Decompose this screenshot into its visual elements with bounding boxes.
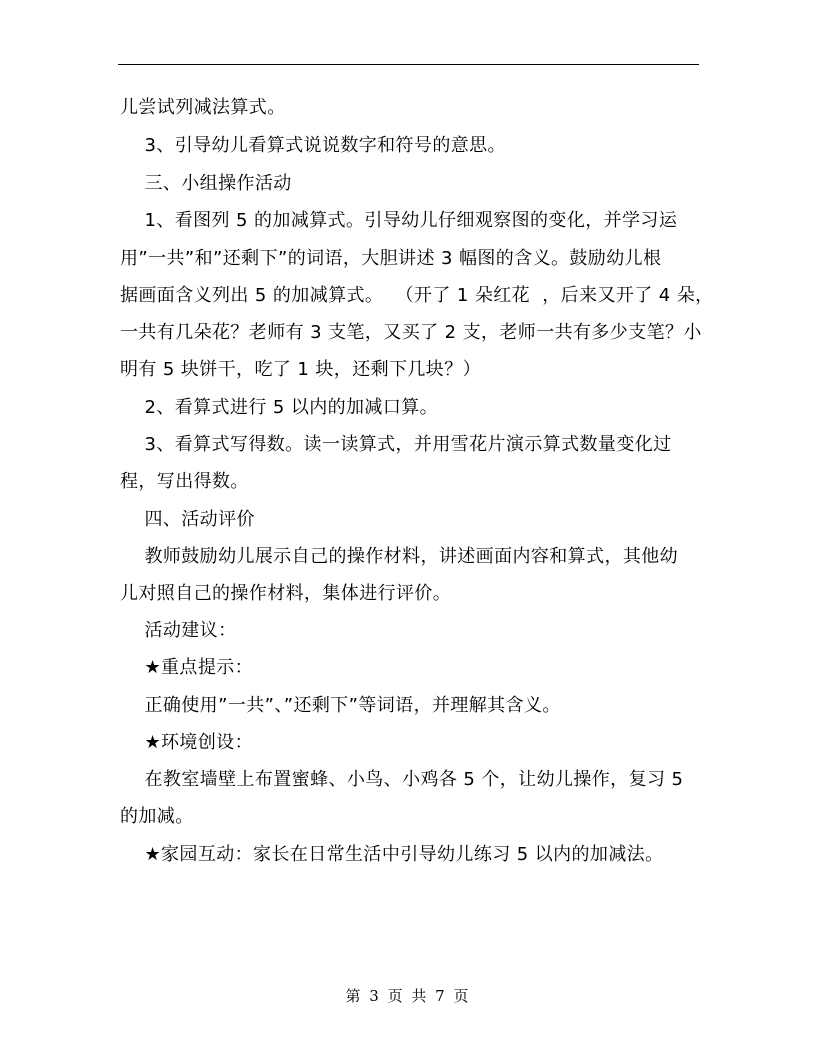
text-line: 儿尝试列减法算式。 bbox=[120, 97, 286, 118]
header-rule bbox=[118, 64, 699, 65]
section-heading: 三、小组操作活动 bbox=[120, 173, 292, 194]
text-line: 明有 5 块饼干，吃了 1 块，还剩下几块？） bbox=[120, 359, 481, 380]
section-heading: 四、活动评价 bbox=[120, 509, 255, 530]
subheading: ★环境创设： bbox=[120, 732, 254, 753]
text-line: 儿对照自己的操作材料，集体进行评价。 bbox=[120, 583, 452, 604]
text-line: 据画面含义列出 5 的加减算式。 （开了 1 朵红花 ，后来又开了 4 朵， bbox=[120, 285, 714, 306]
text-line: 一共有几朵花？老师有 3 支笔，又买了 2 支，老师一共有多少支笔？小 bbox=[120, 322, 702, 343]
text-line: 在教室墙壁上布置蜜蜂、小鸟、小鸡各 5 个，让幼儿操作，复习 5 bbox=[120, 769, 684, 790]
text-line: 程，写出得数。 bbox=[120, 471, 249, 492]
text-line: ★家园互动：家长在日常生活中引导幼儿练习 5 以内的加减法。 bbox=[120, 844, 664, 865]
subheading: ★重点提示： bbox=[120, 657, 254, 678]
text-line: 用”一共”和”还剩下”的词语，大胆讲述 3 幅图的含义。鼓励幼儿根 bbox=[120, 248, 662, 269]
text-line: 的加减。 bbox=[120, 806, 194, 827]
text-line: 正确使用”一共”、”还剩下”等词语，并理解其含义。 bbox=[120, 695, 561, 716]
text-line: 活动建议： bbox=[120, 620, 237, 641]
text-line: 3、引导幼儿看算式说说数字和符号的意思。 bbox=[120, 135, 506, 156]
text-line: 2、看算式进行 5 以内的加减口算。 bbox=[120, 397, 439, 418]
text-line: 教师鼓励幼儿展示自己的操作材料，讲述画面内容和算式，其他幼 bbox=[120, 546, 679, 567]
text-line: 3、看算式写得数。读一读算式，并用雪花片演示算式数量变化过 bbox=[120, 434, 672, 455]
page-number-footer: 第 3 页 共 7 页 bbox=[345, 987, 471, 1005]
text-line: 1、看图列 5 的加减算式。引导幼儿仔细观察图的变化，并学习运 bbox=[120, 210, 678, 231]
